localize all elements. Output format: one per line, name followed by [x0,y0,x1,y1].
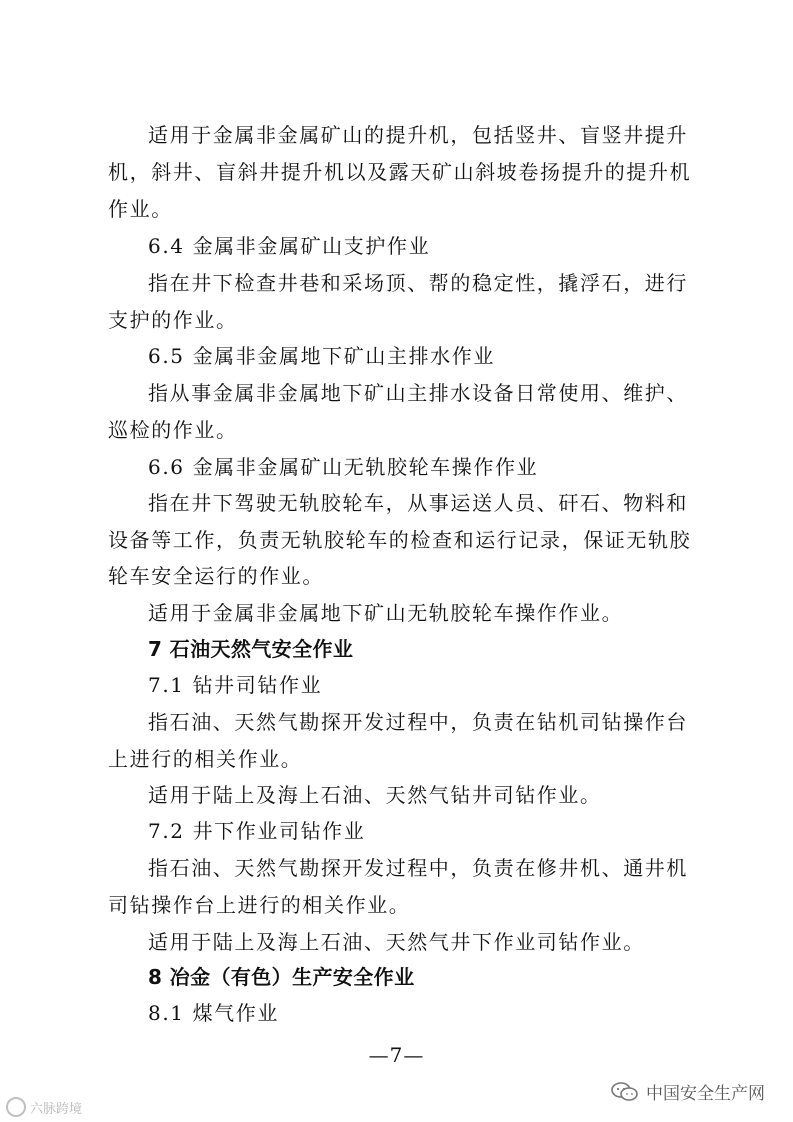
text-line: 7.2 井下作业司钻作业 [148,819,366,843]
text-line: 指从事金属非金属地下矿山主排水设备日常使用、维护、 [148,381,688,405]
text-line: 6.6 金属非金属矿山无轨胶轮车操作作业 [148,455,539,479]
text-line: 指在井下检查井巷和采场顶、帮的稳定性，撬浮石，进行 [148,271,688,295]
text-line: 作业。 [108,197,173,221]
text-line: 指在井下驾驶无轨胶轮车，从事运送人员、矸石、物料和 [148,491,688,515]
text-line: 适用于金属非金属地下矿山无轨胶轮车操作作业。 [148,601,624,625]
watermark [610,1079,765,1104]
text-line: 6.4 金属非金属矿山支护作业 [148,234,431,258]
text-line: 设备等工作，负责无轨胶轮车的检查和运行记录，保证无轨胶 [108,528,692,552]
corner-logo-icon [6,1097,26,1117]
section-heading: 8 冶金（有色）生产安全作业 [148,965,415,989]
corner-watermark [6,1097,82,1117]
text-line: 8.1 煤气作业 [148,1001,279,1025]
watermark-text: 中国安全生产网 [646,1084,765,1104]
text-line: 支护的作业。 [108,308,238,332]
text-line: 指石油、天然气勘探开发过程中，负责在钻机司钻操作台 [148,710,688,734]
text-line: 机，斜井、盲斜井提升机以及露天矿山斜坡卷扬提升的提升机 [108,160,692,184]
text-line: 指石油、天然气勘探开发过程中，负责在修井机、通井机 [148,856,688,880]
text-line: 上进行的相关作业。 [108,747,303,771]
text-line: 6.5 金属非金属地下矿山主排水作业 [148,344,495,368]
text-line: 适用于陆上及海上石油、天然气井下作业司钻作业。 [148,930,645,954]
text-line: 7.1 钻井司钻作业 [148,673,323,697]
text-line: 适用于金属非金属矿山的提升机，包括竖井、盲竖井提升 [148,123,688,147]
page-number: —7— [368,1043,425,1067]
text-line: 轮车安全运行的作业。 [108,564,324,588]
text-line: 司钻操作台上进行的相关作业。 [108,893,411,917]
corner-watermark-text: 六脉跨境 [30,1101,83,1117]
wechat-icon [610,1081,640,1103]
section-heading: 7 石油天然气安全作业 [148,637,354,661]
text-line: 适用于陆上及海上石油、天然气钻井司钻作业。 [148,783,602,807]
text-line: 巡检的作业。 [108,418,238,442]
